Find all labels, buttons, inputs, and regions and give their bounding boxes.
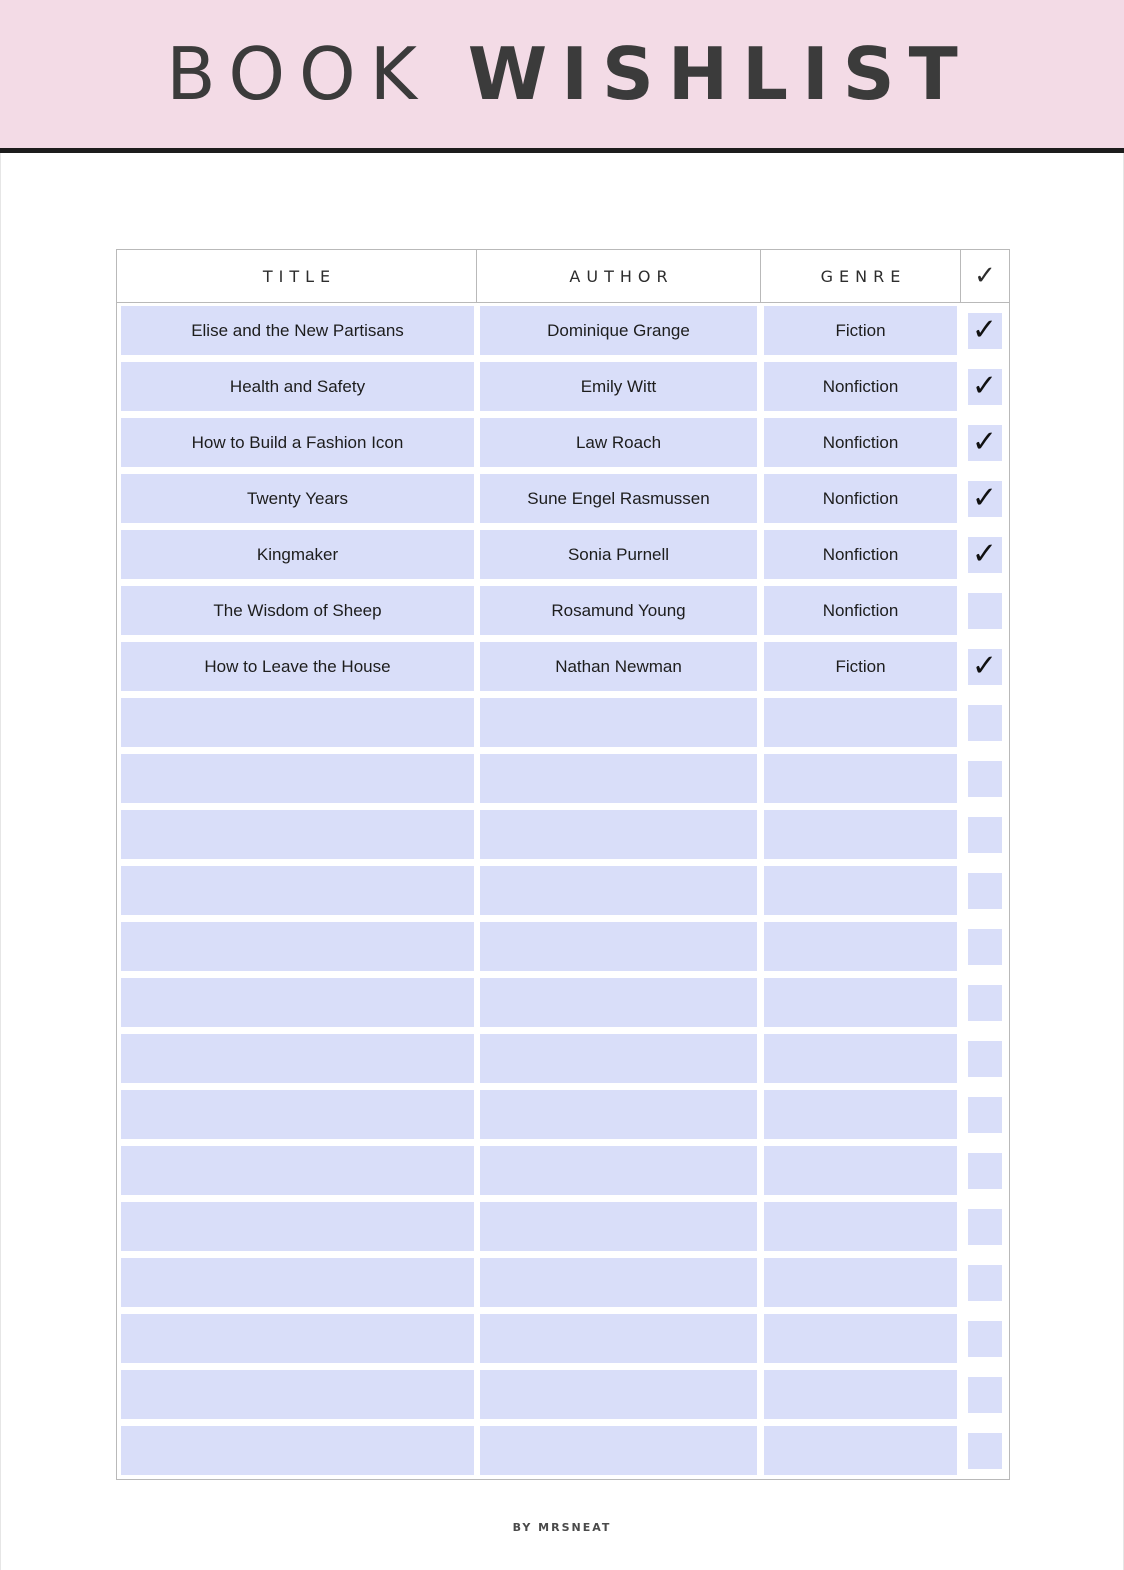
check-icon: ✓ [971, 535, 998, 571]
cell-author[interactable] [477, 639, 761, 695]
table-row [117, 1255, 1009, 1311]
cell-genre[interactable] [761, 1367, 961, 1423]
author-text [480, 1202, 757, 1251]
cell-genre[interactable] [761, 1087, 961, 1143]
banner-divider [0, 148, 1124, 153]
title-text: Twenty Years [121, 474, 474, 523]
cell-checkbox[interactable] [961, 919, 1009, 975]
cell-author[interactable] [477, 359, 761, 415]
title-text: How to Build a Fashion Icon [121, 418, 474, 467]
cell-title[interactable] [117, 1199, 477, 1255]
genre-text: Nonfiction [764, 474, 957, 523]
table-row [117, 303, 1009, 359]
title-text [121, 1258, 474, 1307]
cell-genre[interactable] [761, 863, 961, 919]
cell-title[interactable] [117, 471, 477, 527]
genre-text [764, 1090, 957, 1139]
title-text [121, 810, 474, 859]
table-row [117, 1031, 1009, 1087]
check-icon: ✓ [971, 423, 998, 459]
cell-author[interactable] [477, 695, 761, 751]
genre-text [764, 1258, 957, 1307]
author-text: Dominique Grange [480, 306, 757, 355]
page-edge-left [0, 153, 1, 1570]
cell-checkbox[interactable] [961, 1199, 1009, 1255]
checkbox[interactable] [968, 1209, 1002, 1245]
checkbox[interactable] [968, 593, 1002, 629]
genre-text: Nonfiction [764, 586, 957, 635]
cell-author[interactable] [477, 1367, 761, 1423]
cell-title[interactable] [117, 751, 477, 807]
title-text [121, 1090, 474, 1139]
cell-genre[interactable] [761, 1255, 961, 1311]
cell-checkbox[interactable] [961, 863, 1009, 919]
cell-author[interactable] [477, 1143, 761, 1199]
author-text: Rosamund Young [480, 586, 757, 635]
title-text [121, 978, 474, 1027]
cell-author[interactable] [477, 863, 761, 919]
title-text [121, 866, 474, 915]
cell-checkbox[interactable] [961, 415, 1009, 471]
check-icon: ✓ [971, 311, 998, 347]
check-icon: ✓ [961, 250, 1009, 303]
checkbox[interactable] [968, 1041, 1002, 1077]
title-text [121, 1034, 474, 1083]
cell-title[interactable] [117, 807, 477, 863]
cell-genre[interactable] [761, 807, 961, 863]
cell-author[interactable] [477, 1087, 761, 1143]
cell-author[interactable] [477, 583, 761, 639]
cell-genre[interactable] [761, 527, 961, 583]
check-icon: ✓ [971, 479, 998, 515]
column-header-genre: GENRE [761, 250, 961, 303]
genre-text [764, 1146, 957, 1195]
footer [0, 1518, 1124, 1536]
title-text [121, 698, 474, 747]
checkbox[interactable] [968, 873, 1002, 909]
table-row [117, 1367, 1009, 1423]
cell-author[interactable] [477, 1199, 761, 1255]
genre-text [764, 698, 957, 747]
genre-text [764, 978, 957, 1027]
author-text [480, 1146, 757, 1195]
author-text [480, 922, 757, 971]
cell-checkbox[interactable] [961, 1311, 1009, 1367]
genre-text [764, 1370, 957, 1419]
cell-title[interactable] [117, 1031, 477, 1087]
cell-author[interactable] [477, 527, 761, 583]
cell-checkbox[interactable] [961, 583, 1009, 639]
table-row [117, 1423, 1009, 1479]
checkbox[interactable] [968, 313, 1002, 349]
cell-checkbox[interactable] [961, 303, 1009, 359]
cell-genre[interactable] [761, 1143, 961, 1199]
checkbox[interactable] [968, 369, 1002, 405]
wishlist-table [116, 249, 1010, 1480]
table-row [117, 695, 1009, 751]
checkbox[interactable] [968, 481, 1002, 517]
checkbox[interactable] [968, 1321, 1002, 1357]
cell-genre[interactable] [761, 751, 961, 807]
checkbox[interactable] [968, 817, 1002, 853]
table-row [117, 863, 1009, 919]
cell-genre[interactable] [761, 471, 961, 527]
table-row [117, 583, 1009, 639]
author-text: Law Roach [480, 418, 757, 467]
cell-checkbox[interactable] [961, 807, 1009, 863]
genre-text [764, 1202, 957, 1251]
cell-title[interactable] [117, 527, 477, 583]
title-text [121, 1426, 474, 1475]
genre-text [764, 866, 957, 915]
genre-text: Fiction [764, 306, 957, 355]
title-text [121, 1146, 474, 1195]
cell-title[interactable] [117, 1087, 477, 1143]
checkbox[interactable] [968, 649, 1002, 685]
author-text: Nathan Newman [480, 642, 757, 691]
table-header-row [117, 250, 1009, 303]
cell-title[interactable] [117, 975, 477, 1031]
checkbox[interactable] [968, 537, 1002, 573]
author-text [480, 1034, 757, 1083]
cell-title[interactable] [117, 1143, 477, 1199]
cell-checkbox[interactable] [961, 1087, 1009, 1143]
genre-text [764, 754, 957, 803]
cell-title[interactable] [117, 639, 477, 695]
cell-checkbox[interactable] [961, 695, 1009, 751]
cell-checkbox[interactable] [961, 751, 1009, 807]
cell-author[interactable] [477, 751, 761, 807]
author-text: Emily Witt [480, 362, 757, 411]
cell-genre[interactable] [761, 415, 961, 471]
title-text [121, 1314, 474, 1363]
genre-text: Nonfiction [764, 418, 957, 467]
author-text [480, 698, 757, 747]
cell-genre[interactable] [761, 975, 961, 1031]
cell-author[interactable] [477, 1031, 761, 1087]
cell-genre[interactable] [761, 1311, 961, 1367]
author-text [480, 1090, 757, 1139]
title-text: How to Leave the House [121, 642, 474, 691]
column-header-title: TITLE [117, 250, 477, 303]
check-icon: ✓ [971, 647, 998, 683]
cell-checkbox[interactable] [961, 1367, 1009, 1423]
cell-genre[interactable] [761, 695, 961, 751]
genre-text [764, 1034, 957, 1083]
genre-text: Fiction [764, 642, 957, 691]
table-row [117, 751, 1009, 807]
cell-genre[interactable] [761, 1423, 961, 1479]
cell-author[interactable] [477, 975, 761, 1031]
page-title [152, 32, 972, 116]
cell-author[interactable] [477, 919, 761, 975]
cell-author[interactable] [477, 1423, 761, 1479]
author-text [480, 754, 757, 803]
title-text: Health and Safety [121, 362, 474, 411]
table-row [117, 919, 1009, 975]
cell-checkbox[interactable] [961, 639, 1009, 695]
cell-genre[interactable] [761, 303, 961, 359]
title-text [121, 1202, 474, 1251]
author-text [480, 810, 757, 859]
cell-title[interactable] [117, 303, 477, 359]
check-icon: ✓ [971, 367, 998, 403]
title-text: The Wisdom of Sheep [121, 586, 474, 635]
cell-title[interactable] [117, 1255, 477, 1311]
checkbox[interactable] [968, 1433, 1002, 1469]
table-row [117, 359, 1009, 415]
cell-author[interactable] [477, 303, 761, 359]
author-text [480, 1426, 757, 1475]
cell-title[interactable] [117, 583, 477, 639]
table-row [117, 1199, 1009, 1255]
cell-author[interactable] [477, 1311, 761, 1367]
checkbox[interactable] [968, 761, 1002, 797]
genre-text: Nonfiction [764, 362, 957, 411]
genre-text [764, 1314, 957, 1363]
title-text: Kingmaker [121, 530, 474, 579]
checkbox[interactable] [968, 425, 1002, 461]
title-text [121, 922, 474, 971]
table-row [117, 639, 1009, 695]
checkbox[interactable] [968, 1097, 1002, 1133]
cell-title[interactable] [117, 1423, 477, 1479]
cell-title[interactable] [117, 415, 477, 471]
page-title-part2: WISHLIST [467, 32, 972, 116]
checkbox[interactable] [968, 705, 1002, 741]
cell-title[interactable] [117, 863, 477, 919]
page-banner [0, 0, 1124, 148]
cell-author[interactable] [477, 471, 761, 527]
title-text [121, 754, 474, 803]
wishlist-table-wrap [116, 249, 1008, 1480]
author-text [480, 866, 757, 915]
genre-text [764, 810, 957, 859]
cell-title[interactable] [117, 695, 477, 751]
table-row [117, 1087, 1009, 1143]
page-title-part1: BOOK [166, 32, 468, 116]
genre-text [764, 1426, 957, 1475]
genre-text [764, 922, 957, 971]
checkbox[interactable] [968, 1377, 1002, 1413]
table-body [117, 303, 1009, 1479]
cell-title[interactable] [117, 919, 477, 975]
cell-genre[interactable] [761, 359, 961, 415]
cell-genre[interactable] [761, 639, 961, 695]
cell-genre[interactable] [761, 1031, 961, 1087]
author-text [480, 978, 757, 1027]
cell-genre[interactable] [761, 1199, 961, 1255]
title-text [121, 1370, 474, 1419]
table-row [117, 1143, 1009, 1199]
checkbox[interactable] [968, 1265, 1002, 1301]
cell-genre[interactable] [761, 919, 961, 975]
cell-checkbox[interactable] [961, 1031, 1009, 1087]
genre-text: Nonfiction [764, 530, 957, 579]
table-row [117, 415, 1009, 471]
cell-genre[interactable] [761, 583, 961, 639]
cell-checkbox[interactable] [961, 471, 1009, 527]
table-row [117, 527, 1009, 583]
cell-author[interactable] [477, 807, 761, 863]
cell-title[interactable] [117, 1311, 477, 1367]
checkbox[interactable] [968, 929, 1002, 965]
cell-checkbox[interactable] [961, 975, 1009, 1031]
cell-title[interactable] [117, 1367, 477, 1423]
author-text [480, 1258, 757, 1307]
author-text: Sune Engel Rasmussen [480, 474, 757, 523]
cell-checkbox[interactable] [961, 359, 1009, 415]
cell-checkbox[interactable] [961, 1143, 1009, 1199]
cell-checkbox[interactable] [961, 527, 1009, 583]
table-row [117, 807, 1009, 863]
checkbox[interactable] [968, 985, 1002, 1021]
footer-credit: BY MRSNEAT [512, 1521, 612, 1534]
cell-checkbox[interactable] [961, 1255, 1009, 1311]
table-row [117, 975, 1009, 1031]
author-text: Sonia Purnell [480, 530, 757, 579]
cell-title[interactable] [117, 359, 477, 415]
cell-author[interactable] [477, 415, 761, 471]
column-header-author: AUTHOR [477, 250, 761, 303]
title-text: Elise and the New Partisans [121, 306, 474, 355]
table-row [117, 471, 1009, 527]
cell-checkbox[interactable] [961, 1423, 1009, 1479]
table-row [117, 1311, 1009, 1367]
cell-author[interactable] [477, 1255, 761, 1311]
author-text [480, 1370, 757, 1419]
author-text [480, 1314, 757, 1363]
checkbox[interactable] [968, 1153, 1002, 1189]
